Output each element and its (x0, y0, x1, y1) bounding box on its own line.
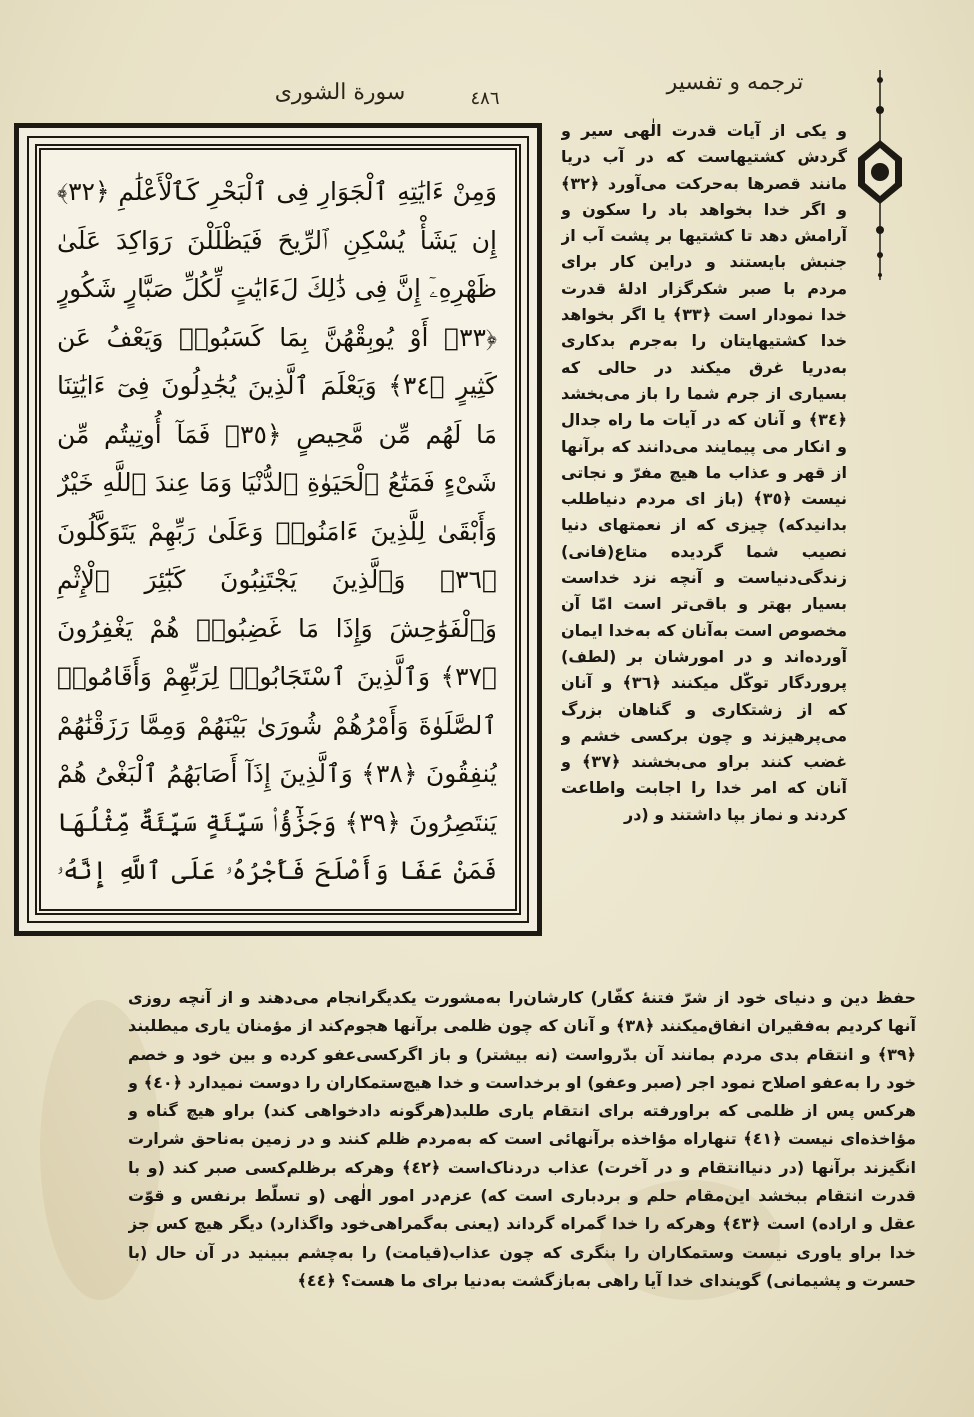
tafsir-header: ترجمه و تفسیر (666, 70, 804, 95)
quran-arabic-text: وَمِنْ ءَايَٰتِهِ ٱلْجَوَارِ فِى ٱلْبَحْرِ كَٱلْأَعْلَٰمِ ﴿٣٢﴾ إِن يَشَأْ يُسْكِنِ ٱلرِّيحَ فَيَظْلَلْنَ رَوَاكِدَ عَلَىٰ ظَهْرِهِۦٓ إِنَّ فِى ذَٰلِكَ لَءَايَٰتٍ لِّكُلِّ صَبَّارٍ شَكُورٍ ﴿٣٣﴾ أَوْ يُوبِقْهُنَّ بِمَا كَسَبُوا۟ وَيَعْفُ عَن كَثِيرٍ ﴿٣٤﴾ وَيَعْلَمَ ٱلَّذِينَ يُجَٰدِلُونَ فِىٓ ءَايَٰتِنَا مَا لَهُم مِّن مَّحِيصٍ ﴿٣٥﴾ فَمَآ أُوتِيتُم مِّن شَىْءٍ فَمَتَٰعُ ٱلْحَيَوٰةِ ٱلدُّنْيَا وَمَا عِندَ ٱللَّهِ خَيْرٌ وَأَبْقَىٰ لِلَّذِينَ ءَامَنُوا۟ وَعَلَىٰ رَبِّهِمْ يَتَوَكَّلُونَ ﴿٣٦﴾ وَٱلَّذِينَ يَجْتَنِبُونَ كَبَٰٓئِرَ ٱلْإِثْمِ وَٱلْفَوَٰحِشَ وَإِذَا مَا غَضِبُوا۟ هُمْ يَغْفِرُونَ ﴿٣٧﴾ وَٱلَّذِينَ ٱسْتَجَابُوا۟ لِرَبِّهِمْ وَأَقَامُوا۟ ٱلصَّلَوٰةَ وَأَمْرُهُمْ شُورَىٰ بَيْنَهُمْ وَمِمَّا رَزَقْنَٰهُمْ يُنفِقُونَ ﴿٣٨﴾ وَٱلَّذِينَ إِذَآ أَصَابَهُمُ ٱلْبَغْىُ هُمْ يَنتَصِرُونَ ﴿٣٩﴾ وَجَزَٰٓؤُا۟ سَيِّئَةٍ سَيِّئَةٌ مِّثْلُهَا فَمَنْ عَفَا وَأَصْلَحَ فَأَجْرُهُۥ عَلَى ٱللَّهِ إِنَّهُۥ (57, 177, 497, 885)
quran-text-frame (14, 123, 542, 936)
hizb-ornament-icon (852, 70, 908, 280)
surah-header: سورة الشورى (274, 80, 406, 105)
persian-translation-column: و یکی از آیات قدرت الٰهی سیر و گردش کشتیهاست که در آب دریا مانند قصرها به‌حرکت می‌آورد ﴿٣٢﴾ و اگر خدا بخواهد باد را سکون و آرامش دهد تا کشتیها بر پشت آب از جنبش بایستند و دراین کار برای مردم با صبر شکرگزار ادلهٔ قدرت خدا نمودار است ﴿٣٣﴾ یا اگر بخواهد خدا کشتیهایتان را به‌جرم بدکاری به‌دریا غرق میکند در حالی که بسیاری از جرم شما را باز می‌بخشد ﴿٣٤﴾ و آنان که در آیات ما راه جدال و انکار می پیمایند می‌دانند که برآنها از قهر و عذاب ما هیچ مفرّ و نجاتی نیست ﴿٣٥﴾ (باز ای مردم دنیاطلب بدانیدکه) چیزی که از نعمتهای دنیا نصیب شما گردیده متاع(فانی) زندگی‌دنیاست و آنچه نزد خداست بسیار بهتر و باقی‌تر است امّا آن مخصوص است به‌آنان که به‌خدا ایمان آورده‌اند و در امورشان بر (لطف) پروردگار توکّل میکنند ﴿٣٦﴾ و آنان که از زشتکاری و گناهان بزرگ می‌پرهیزند و چون برکسی خشم و غضب کنند براو می‌بخشند ﴿٣٧﴾ و آنان که امر خدا را اجابت واطاعت کردند و نماز بپا داشتند و (در (561, 121, 847, 824)
persian-translation-bottom: حفظ دین و دنیای خود از شرّ فتنهٔ کفّار) کارشان‌را به‌مشورت یکدیگرانجام می‌دهند و از آنچه روزی آنها کردیم به‌فقیران انفاق‌میکنند ﴿٣٨﴾ و آنان که چون ظلمی برآنها هجوم‌کند از مؤمنان یاری میطلبند ﴿٣٩﴾ و انتقام بدی مردم بمانند آن بدّرواست (نه بیشتر) و باز اگرکسی‌عفو کرده و بین خود و خصم خود را به‌عفو اصلاح نمود اجر (صبر وعفو) او برخداست و خدا هیچ‌ستمکاران را دوست نمیدارد ﴿٤٠﴾ و هرکس پس از ظلمی که براورفته برای انتقام یاری طلبد(هرگونه دادخواهی کند) براو هیچ گناه و مؤاخذه‌ای نیست ﴿٤١﴾ تنهاراه مؤاخذه برآنهائی است که به‌مردم ظلم کنند و در زمین به‌ناحق شرارت انگیزند برآنها (در دنیاانتقام و در آخرت) عذاب دردناک‌است ﴿٤٢﴾ وهرکه برظلم‌کسی صبر کند (و با قدرت انتقام ببخشد این‌مقام حلم و بردباری است که) عزم‌در امور الٰهی (و تسلّط برنفس و قوّت عقل و اراده) است ﴿٤٣﴾ وهرکه را خدا گمراه گرداند (یعنی به‌گمراهی‌خود واگذارد) دیگر هیچ کس جز خدا براو یاوری نیست وستمکاران را بنگری که چون عذاب(قیامت) را به‌چشم ببینید در آن حال (با حسرت و پشیمانی) گویندای خدا آیا راهی به‌بازگشت به‌دنیا برای ما هست؟ ﴿٤٤﴾ (128, 988, 916, 1290)
page-number: ٤٨٦ (470, 88, 500, 109)
